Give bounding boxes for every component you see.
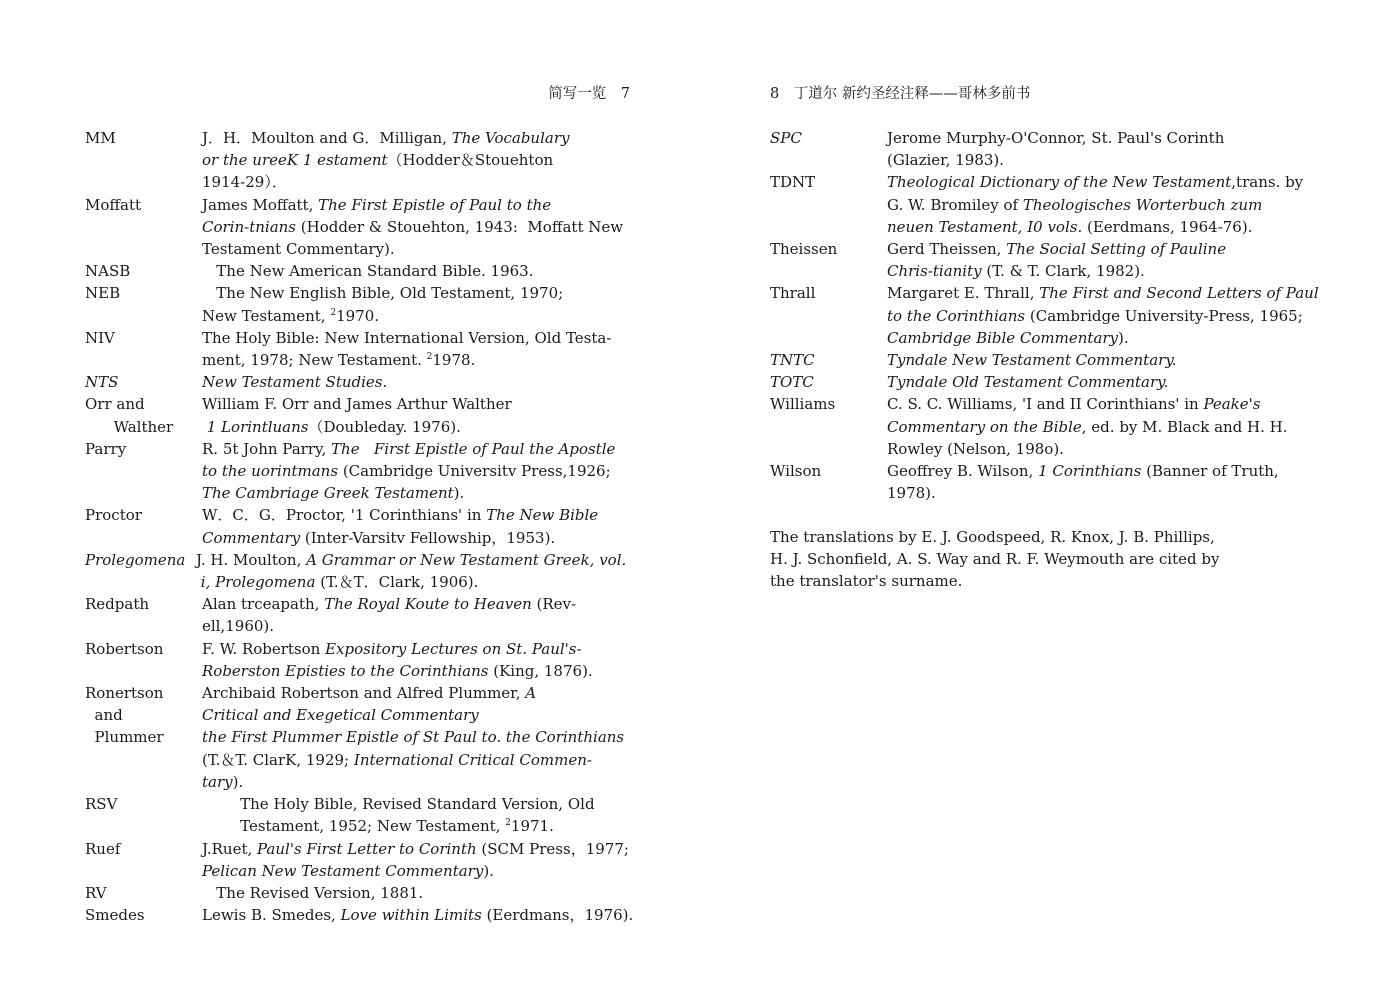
reference-line [202, 371, 630, 393]
abbreviation-term-line: Ronertson [85, 684, 164, 703]
bibliographic-reference [202, 438, 630, 505]
italic-title-text: 1 Lorintluans [202, 417, 309, 436]
reference-text: (Banner of Truth, [1141, 462, 1279, 481]
italic-title-text: The First Epistle of Paul to the [318, 195, 552, 214]
bibliographic-reference [202, 260, 630, 282]
abbreviation-term-line: Robertson [85, 639, 164, 658]
reference-text: (Inter-Varsitv Fellowship，1953). [300, 528, 556, 547]
italic-title-text: Love within Limits [340, 906, 482, 925]
abbreviation-term [85, 549, 202, 593]
reference-line [887, 349, 1315, 371]
bibliographic-reference [202, 282, 630, 326]
right-entries [770, 127, 1319, 504]
abbreviation-term-line: Redpath [85, 595, 150, 614]
reference-text: William F. Orr and James Arthur Walther [202, 395, 512, 414]
abbreviation-term-line: NEB [85, 284, 121, 303]
reference-line [887, 171, 1315, 193]
reference-text: (Eerdmans, 1964-76). [1082, 217, 1253, 236]
abbreviation-entry [770, 282, 1319, 349]
abbreviation-entry [85, 371, 630, 393]
italic-title-text: Theologisches Worterbuch zum [1022, 195, 1263, 214]
abbreviation-term-line: RV [85, 883, 107, 902]
reference-line [202, 638, 630, 660]
reference-line [202, 305, 630, 327]
abbreviation-entry [770, 171, 1315, 238]
reference-line [887, 238, 1315, 260]
reference-line [887, 393, 1315, 415]
reference-line [202, 393, 630, 415]
italic-title-text: Expository Lectures on St. Paul's- [325, 639, 582, 658]
italic-title-text: Theological Dictionary of the New Testament [887, 173, 1232, 192]
reference-text: Alan trceapath, [202, 595, 325, 614]
italic-title-text: Tyndale New Testament Commentary. [887, 351, 1177, 370]
italic-title-text: Corin-tnians [202, 217, 296, 236]
abbreviation-entry [85, 260, 630, 282]
bibliographic-reference [202, 593, 630, 637]
reference-line [887, 260, 1315, 282]
bibliographic-reference [202, 882, 630, 904]
abbreviation-entry [85, 682, 630, 793]
abbreviation-entry [85, 282, 630, 326]
reference-line [202, 682, 630, 704]
reference-text: (King, 1876). [488, 661, 593, 680]
reference-line [202, 504, 630, 526]
abbreviation-term-line: Proctor [85, 506, 142, 525]
reference-line [887, 282, 1319, 304]
abbreviation-entry [770, 238, 1315, 282]
reference-text: J．H．Moulton and G．Milligan, [202, 129, 452, 147]
italic-title-text: The Vocabulary [451, 129, 570, 147]
abbreviation-term-line: TOTC [770, 373, 814, 392]
abbreviation-entry [770, 371, 1315, 393]
abbreviation-term-line: Theissen [770, 240, 838, 259]
reference-text: ). [483, 861, 494, 880]
translations-note [770, 526, 1219, 593]
italic-title-text: or the ureeK 1 estament [202, 151, 388, 170]
reference-line [202, 771, 630, 793]
reference-line [202, 416, 630, 438]
abbreviation-term [85, 793, 202, 837]
reference-text: J.Ruet, [202, 839, 258, 858]
italic-title-text: International Critical Commen- [353, 750, 592, 769]
abbreviation-term-line: Williams [770, 395, 836, 414]
reference-text: (T.＆T．Clark, 1906). [315, 573, 479, 592]
abbreviation-term [85, 638, 202, 682]
reference-text: (SCM Press，1977; [476, 839, 629, 858]
reference-text: C. S. C. Williams, 'I and II Corinthians' in [887, 395, 1204, 414]
reference-text: J. H. Moulton, [196, 550, 307, 569]
reference-text: The Holy Bible, Revised Standard Version, Old [202, 795, 595, 814]
bibliographic-reference [887, 460, 1315, 504]
reference-text: ment, 1978; New Testament. [202, 351, 427, 370]
reference-line [202, 527, 630, 549]
italic-title-text: 1 Corinthians [1038, 462, 1142, 481]
abbreviation-entry [85, 549, 630, 593]
left-running-head: 简写一览 7 [548, 86, 630, 102]
italic-title-text: Tyndale Old Testament Commentary. [887, 373, 1169, 392]
abbreviation-entry [85, 393, 630, 437]
reference-text: （Doubleday. 1976). [308, 417, 461, 436]
abbreviation-term-line: Wilson [770, 462, 822, 481]
edition-superscript: 2 [426, 352, 433, 363]
reference-line [202, 171, 630, 193]
abbreviation-term [770, 238, 887, 282]
abbreviation-term [85, 260, 202, 282]
reference-line [887, 482, 1315, 504]
reference-line [887, 127, 1315, 149]
italic-title-text: to the uorintmans [202, 462, 339, 481]
reference-line [202, 838, 630, 860]
reference-text: Rowley (Nelson, 198o). [887, 439, 1064, 458]
reference-text: W．C．G．Proctor, '1 Corinthians' in [202, 506, 487, 525]
reference-line [202, 904, 633, 926]
reference-text: ). [232, 772, 244, 791]
abbreviation-entry [85, 593, 630, 637]
italic-title-text: neuen Testament, I0 vols. [887, 217, 1083, 236]
reference-text: Jerome Murphy-O'Connor, St. Paul's Corinth [887, 129, 1225, 147]
reference-line [202, 482, 630, 504]
abbreviation-term-line: RSV [85, 795, 118, 814]
reference-text: , ed. by M. Black and H. H. [1081, 417, 1288, 436]
abbreviation-entry [770, 349, 1315, 371]
abbreviation-term-line: MM [85, 129, 116, 147]
reference-line [202, 127, 630, 149]
abbreviation-term [770, 371, 887, 393]
reference-line [202, 660, 630, 682]
italic-title-text: i, Prolegomena [196, 573, 316, 592]
reference-line [887, 371, 1315, 393]
italic-title-text: Chris-tianity [887, 262, 982, 281]
abbreviation-entry [85, 838, 630, 882]
note-line: the translator's surname. [770, 572, 963, 591]
italic-title-text: The New Bible [486, 506, 599, 525]
reference-text: (Cambridge Universitv Press,1926; [338, 462, 611, 481]
reference-line [887, 305, 1319, 327]
abbreviation-term [770, 171, 887, 238]
reference-line [196, 571, 630, 593]
reference-text: Lewis B. Smedes, [202, 906, 341, 925]
reference-line [202, 260, 630, 282]
abbreviation-term [85, 282, 202, 326]
abbreviation-term [85, 838, 202, 882]
bibliographic-reference [887, 171, 1315, 238]
reference-line [202, 615, 630, 637]
note-line: The translations by E. J. Goodspeed, R. Knox, J. B. Phillips, [770, 528, 1215, 546]
abbreviation-entry [85, 793, 630, 837]
reference-line [202, 793, 630, 815]
italic-title-text: The Royal Koute to Heaven [324, 595, 532, 614]
abbreviation-term-line: NTS [85, 373, 119, 392]
abbreviation-term [85, 127, 202, 194]
reference-line [202, 327, 630, 349]
reference-text: R. 5t John Parry, [202, 439, 332, 458]
abbreviation-term-line: and [85, 706, 123, 725]
reference-line [202, 349, 630, 371]
abbreviation-entry [770, 393, 1315, 460]
bibliographic-reference [202, 371, 630, 393]
abbreviation-term [85, 194, 202, 261]
reference-text: New Testament, [202, 306, 331, 325]
italic-title-text: Peake's [1203, 395, 1261, 414]
reference-line [202, 726, 630, 748]
bibliographic-reference [202, 393, 630, 437]
bibliographic-reference [202, 127, 630, 194]
bibliographic-reference [887, 127, 1315, 171]
reference-line [202, 238, 630, 260]
edition-superscript: 2 [330, 307, 337, 318]
italic-title-text: Commentary [202, 528, 301, 547]
reference-text: (Glazier, 1983). [887, 151, 1005, 170]
reference-text: Geoffrey B. Wilson, [887, 462, 1039, 481]
reference-text: Archibaid Robertson and Alfred Plummer, [202, 684, 526, 703]
abbreviation-term [85, 882, 202, 904]
reference-line [202, 882, 630, 904]
abbreviation-term [770, 460, 887, 504]
abbreviation-entry [770, 127, 1315, 171]
bibliographic-reference [202, 793, 630, 837]
abbreviation-term [85, 682, 202, 793]
bibliographic-reference [202, 638, 630, 682]
abbreviation-term [85, 393, 202, 437]
reference-line [196, 549, 630, 571]
reference-line [887, 194, 1315, 216]
reference-line [202, 593, 630, 615]
reference-text: 1971. [510, 817, 554, 836]
reference-line [887, 327, 1319, 349]
reference-text: ,trans. by [1231, 173, 1304, 192]
italic-title-text: New Testament Studies. [202, 373, 388, 392]
reference-line [202, 704, 630, 726]
abbreviation-entry [85, 904, 634, 926]
reference-text: ell,1960). [202, 617, 275, 636]
italic-title-text: Pelican New Testament Commentary [202, 861, 484, 880]
italic-title-text: Cambridge Bible Commentary [887, 328, 1119, 347]
reference-text: (Rev- [531, 595, 577, 614]
abbreviation-term [85, 504, 202, 548]
bibliographic-reference [887, 282, 1319, 349]
reference-text: 1914-29）． [202, 173, 287, 192]
bibliographic-reference [887, 349, 1315, 371]
italic-title-text: Roberston Episties to the Corinthians [202, 661, 489, 680]
italic-title-text: the First Plummer Epistle of St Paul to. the Corinthians [202, 728, 625, 747]
abbreviation-term [85, 327, 202, 371]
reference-line [887, 216, 1315, 238]
abbreviation-term [770, 127, 887, 171]
left-entries [85, 127, 634, 926]
italic-title-text: tary [202, 772, 233, 791]
abbreviation-term [770, 393, 887, 460]
reference-text: (Eerdmans，1976). [481, 906, 634, 925]
reference-text: 1978. [432, 351, 476, 370]
reference-line [202, 860, 630, 882]
abbreviation-term-line: Ruef [85, 839, 121, 858]
italic-title-text: The First and Second Letters of Paul [1039, 284, 1319, 303]
reference-text: 1970. [336, 306, 380, 325]
reference-text: G. W. Bromiley of [887, 195, 1023, 214]
bibliographic-reference [887, 238, 1315, 282]
edition-superscript: 2 [505, 818, 511, 829]
bibliographic-reference [202, 904, 633, 926]
abbreviation-term-line: SPC [770, 129, 802, 147]
reference-text: (T.＆T. ClarK, 1929; [202, 750, 354, 769]
reference-line [887, 416, 1315, 438]
reference-text: The New American Standard Bible. 1963. [202, 262, 534, 281]
reference-line [202, 282, 630, 304]
reference-line [887, 460, 1315, 482]
reference-line [202, 749, 630, 771]
abbreviation-term [85, 904, 202, 926]
reference-line [202, 460, 630, 482]
abbreviation-term-line: Orr and [85, 395, 145, 414]
bibliographic-reference [202, 682, 630, 793]
right-running-head: 8 丁道尔 新约圣经注释——哥林多前书 [770, 86, 1031, 102]
reference-text: Testament, 1952; New Testament, [202, 817, 506, 836]
reference-line [202, 438, 630, 460]
abbreviation-term-line: NASB [85, 262, 131, 281]
italic-title-text: The First Epistle of Paul the Apostle [331, 439, 616, 458]
abbreviation-term-line: Smedes [85, 906, 145, 925]
abbreviation-term-line: Parry [85, 439, 127, 458]
abbreviation-term-line: Prolegomena [85, 550, 186, 569]
reference-text: The Revised Version, 1881. [202, 883, 424, 902]
italic-title-text: Critical and Exegetical Commentary [202, 706, 479, 725]
reference-text: (Cambridge University-Press, 1965; [1025, 306, 1303, 325]
reference-line [202, 216, 630, 238]
italic-title-text: The Cambriage Greek Testament [202, 484, 454, 503]
italic-title-text: Paul's First Letter to Corinth [257, 839, 477, 858]
bibliographic-reference [202, 194, 630, 261]
abbreviation-term-line: Walther [85, 417, 174, 436]
reference-line [202, 815, 630, 837]
abbreviation-term-line: NIV [85, 328, 115, 347]
bibliographic-reference [887, 393, 1315, 460]
italic-title-text: Commentary on the Bible [887, 417, 1082, 436]
reference-text: The Holy Bible: New International Version, Old Testa- [202, 328, 612, 347]
abbreviation-term [770, 349, 887, 371]
italic-title-text: to the Corinthians [887, 306, 1026, 325]
reference-text: (Hodder & Stouehton, 1943: Moffatt New [296, 217, 624, 236]
reference-text: ). [453, 484, 465, 503]
abbreviation-entry [85, 127, 630, 194]
abbreviation-entry [85, 438, 630, 505]
abbreviation-entry [85, 638, 630, 682]
bibliographic-reference [202, 838, 630, 882]
abbreviation-entry [770, 460, 1315, 504]
italic-title-text: The Social Setting of Pauline [1006, 240, 1227, 259]
bibliographic-reference [196, 549, 630, 593]
abbreviation-term-line: Plummer [85, 728, 164, 747]
reference-text: Testament Commentary). [202, 240, 395, 259]
abbreviation-entry [85, 194, 630, 261]
reference-text: (T. & T. Clark, 1982). [981, 262, 1145, 281]
reference-line [887, 149, 1315, 171]
italic-title-text: A Grammar or New Testament Greek, vol. [306, 550, 627, 569]
abbreviation-entry [85, 327, 630, 371]
abbreviation-term [85, 371, 202, 393]
reference-text: F. W. Robertson [202, 639, 326, 658]
reference-line [202, 149, 630, 171]
bibliographic-reference [887, 371, 1315, 393]
reference-line [887, 438, 1315, 460]
reference-text: Margaret E. Thrall, [887, 284, 1040, 303]
abbreviation-entry [85, 882, 630, 904]
bibliographic-reference [202, 327, 630, 371]
reference-line [202, 194, 630, 216]
italic-title-text: A [525, 684, 537, 703]
reference-text: 1978). [887, 484, 936, 503]
abbreviation-term-line: Moffatt [85, 195, 142, 214]
abbreviation-term [85, 438, 202, 505]
note-line: H. J. Schonfield, A. S. Way and R. F. Weymouth are cited by [770, 550, 1220, 569]
abbreviation-term-line: TNTC [770, 351, 815, 370]
abbreviation-term [770, 282, 887, 349]
abbreviation-term [85, 593, 202, 637]
reference-text: James Moffatt, [202, 195, 319, 214]
reference-text: Gerd Theissen, [887, 240, 1007, 259]
abbreviation-term-line: Thrall [770, 284, 816, 303]
reference-text: （Hodder＆Stouehton [387, 151, 554, 170]
reference-text: The New English Bible, Old Testament, 1970; [202, 284, 564, 303]
bibliographic-reference [202, 504, 630, 548]
abbreviation-entry [85, 504, 630, 548]
abbreviation-term-line: TDNT [770, 173, 816, 192]
reference-text: ). [1118, 328, 1129, 347]
